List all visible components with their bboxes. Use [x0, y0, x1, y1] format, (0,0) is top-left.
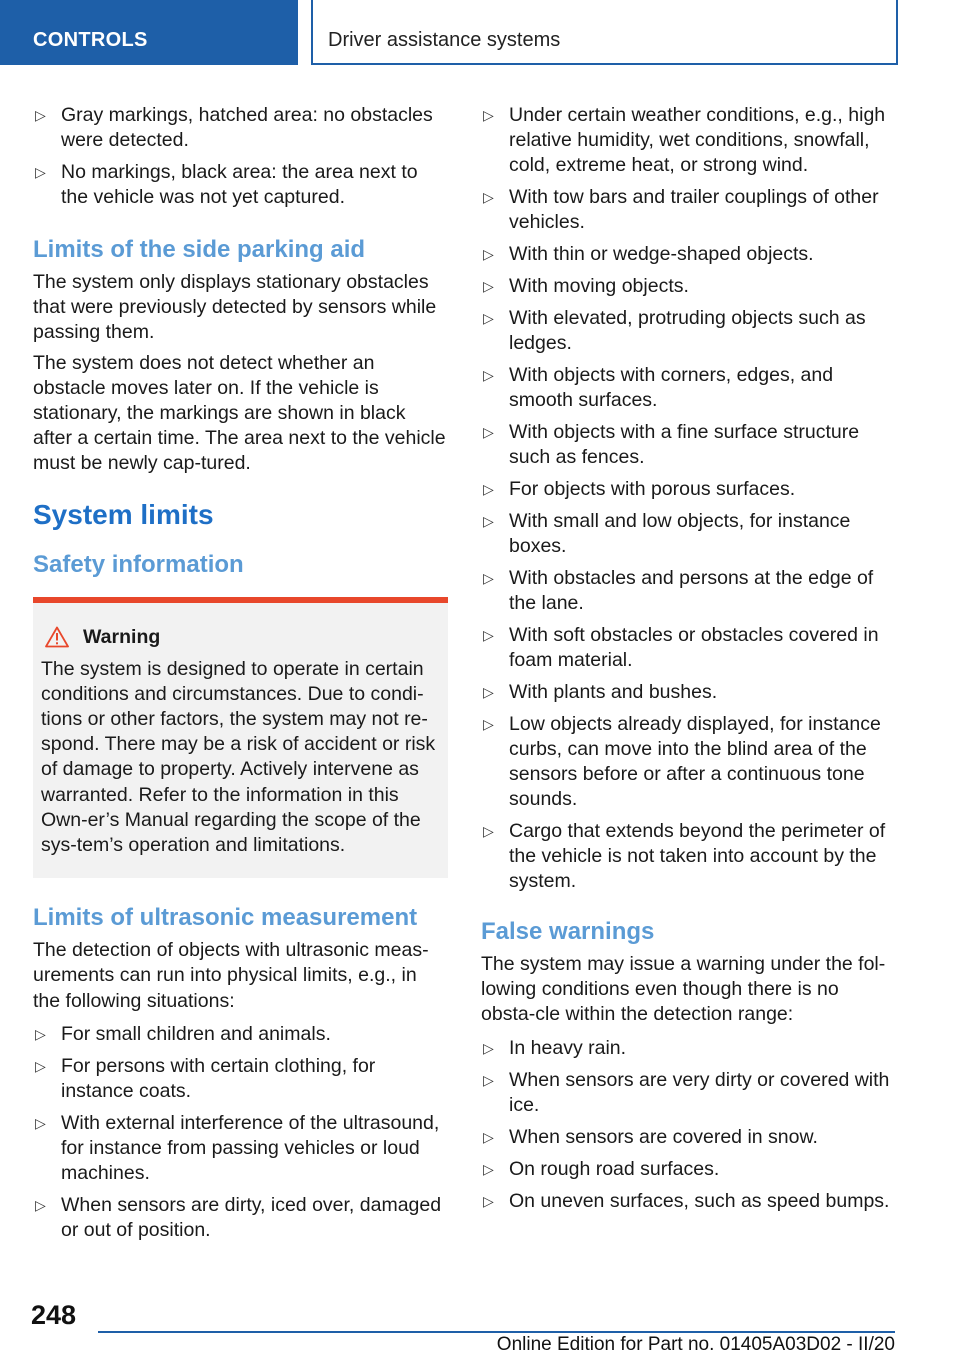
- ultrasonic-heading: Limits of ultrasonic measurement: [33, 904, 418, 932]
- bullet-triangle-icon: ▷: [483, 278, 494, 294]
- list-item: ▷ With plants and bushes.: [483, 681, 718, 703]
- bullet-triangle-icon: ▷: [483, 627, 494, 643]
- bullet-triangle-icon: ▷: [483, 310, 494, 326]
- bullet-triangle-icon: ▷: [483, 1039, 494, 1056]
- bullet-triangle-icon: ▷: [483, 367, 494, 383]
- list-item: ▷ Under certain weather conditions, e.g., high relative humidity, wet conditions, snowfall, cold, extreme heat, or strong wind.: [483, 104, 886, 176]
- system-limits-heading: System limits: [33, 498, 214, 530]
- page-number: 248: [31, 1300, 77, 1330]
- bullet-triangle-icon: ▷: [483, 424, 494, 440]
- right-column: [481, 103, 893, 1221]
- bullet-triangle-icon: ▷: [483, 1071, 494, 1088]
- bullet-triangle-icon: ▷: [483, 684, 494, 700]
- warning-text: The system is designed to operate in certain conditions and circumstances. Due to condi‐tions or other factors, the system may not re‐spond. There may be a risk of accident or risk of damage to property. Actively intervene as warranted. Refer to the information in this Own‐er’s Manual regarding the scope of the sys‐tem’s operation and limitations.: [41, 657, 436, 857]
- list-item: ▷ With tow bars and trailer couplings of other vehicles.: [483, 186, 879, 233]
- safety-information-heading: Safety information: [33, 550, 244, 578]
- list-item: ▷ Cargo that extends beyond the perimeter of the vehicle is not taken into account by the system.: [483, 820, 886, 892]
- list-item: ▷ With small and low objects, for instance boxes.: [483, 510, 851, 557]
- bullet-triangle-icon: ▷: [35, 107, 46, 123]
- bullet-triangle-icon: ▷: [35, 1196, 46, 1213]
- list-item: ▷ Gray markings, hatched area: no obstacles were detected.: [35, 104, 433, 151]
- bullet-triangle-icon: ▷: [483, 1192, 494, 1209]
- bullet-triangle-icon: ▷: [35, 1114, 46, 1131]
- side-parking-paragraph-2: The system does not detect whether an obstacle moves later on. If the vehicle is stationary, the markings are shown in black after a certain time. The area next to the vehicle must be newly cap‐tured.: [33, 351, 446, 475]
- list-item: ▷ Low objects already displayed, for instance curbs, can move into the blind area of the sensors before or after a continuous tone sounds.: [483, 713, 881, 810]
- bullet-triangle-icon: ▷: [483, 246, 494, 262]
- bullet-triangle-icon: ▷: [483, 189, 494, 205]
- list-item: ▷ On rough road surfaces.: [483, 1157, 720, 1180]
- chapter-title: Driver assistance systems: [328, 29, 561, 51]
- bullet-triangle-icon: ▷: [35, 1025, 46, 1042]
- ultrasonic-intro: The detection of objects with ultrasonic meas‐urements can run into physical limits, e.g., in the following situations:: [33, 939, 429, 1012]
- section-tab: [0, 0, 298, 65]
- list-item: ▷ For persons with certain clothing, for instance coats.: [35, 1054, 376, 1102]
- bullet-triangle-icon: ▷: [483, 513, 494, 529]
- warning-box: [33, 597, 448, 879]
- list-item: ▷ With soft obstacles or obstacles covered in foam material.: [483, 624, 879, 671]
- false-warnings-heading: False warnings: [481, 918, 655, 945]
- list-item: ▷ No markings, black area: the area next to the vehicle was not yet captured.: [35, 161, 418, 208]
- bullet-triangle-icon: ▷: [35, 1057, 46, 1074]
- section-title: CONTROLS: [33, 29, 148, 51]
- list-item: ▷ When sensors are dirty, iced over, damaged or out of position.: [35, 1193, 442, 1241]
- list-item: ▷ With thin or wedge-shaped objects.: [483, 243, 814, 265]
- list-item: ▷ With objects with corners, edges, and smooth surfaces.: [483, 364, 834, 411]
- left-column: [33, 103, 448, 1250]
- list-item: ▷ With external interference of the ultrasound, for instance from passing vehicles or loud machines.: [35, 1111, 440, 1184]
- chapter-header: [311, 0, 898, 65]
- list-item: ▷ With elevated, protruding objects such as ledges.: [483, 307, 866, 354]
- bullet-triangle-icon: ▷: [483, 107, 494, 123]
- bullet-triangle-icon: ▷: [483, 1128, 494, 1145]
- bullet-triangle-icon: ▷: [483, 823, 494, 839]
- warning-triangle-icon: [45, 626, 69, 648]
- side-parking-heading: Limits of the side parking aid: [33, 236, 366, 263]
- edition-text: Online Edition for Part no. 01405A03D02 - II/20: [496, 1334, 895, 1355]
- list-item: ▷ For small children and animals.: [35, 1022, 331, 1045]
- side-parking-paragraph-1: The system only displays stationary obstacles that were previously detected by sensors while passing them.: [33, 271, 437, 344]
- list-item: ▷ In heavy rain.: [483, 1036, 627, 1059]
- warning-title: Warning: [83, 625, 161, 648]
- bullet-triangle-icon: ▷: [483, 570, 494, 586]
- warning-title-row: [41, 625, 440, 650]
- bullet-triangle-icon: ▷: [483, 1160, 494, 1177]
- footer-divider: [98, 1331, 895, 1333]
- list-item: ▷ On uneven surfaces, such as speed bumps.: [483, 1189, 890, 1212]
- list-item: ▷ For objects with porous surfaces.: [483, 478, 796, 500]
- bullet-triangle-icon: ▷: [483, 481, 494, 497]
- list-item: ▷ When sensors are covered in snow.: [483, 1125, 818, 1148]
- list-item: ▷ When sensors are very dirty or covered with ice.: [483, 1068, 890, 1116]
- list-item: ▷ With moving objects.: [483, 275, 689, 297]
- bullet-triangle-icon: ▷: [483, 716, 494, 732]
- bullet-triangle-icon: ▷: [35, 164, 46, 180]
- list-item: ▷ With obstacles and persons at the edge of the lane.: [483, 567, 874, 614]
- false-warnings-intro: The system may issue a warning under the fol‐lowing conditions even though there is no obsta‐cle within the detection range:: [481, 953, 886, 1026]
- list-item: ▷ With objects with a fine surface structure such as fences.: [483, 421, 860, 468]
